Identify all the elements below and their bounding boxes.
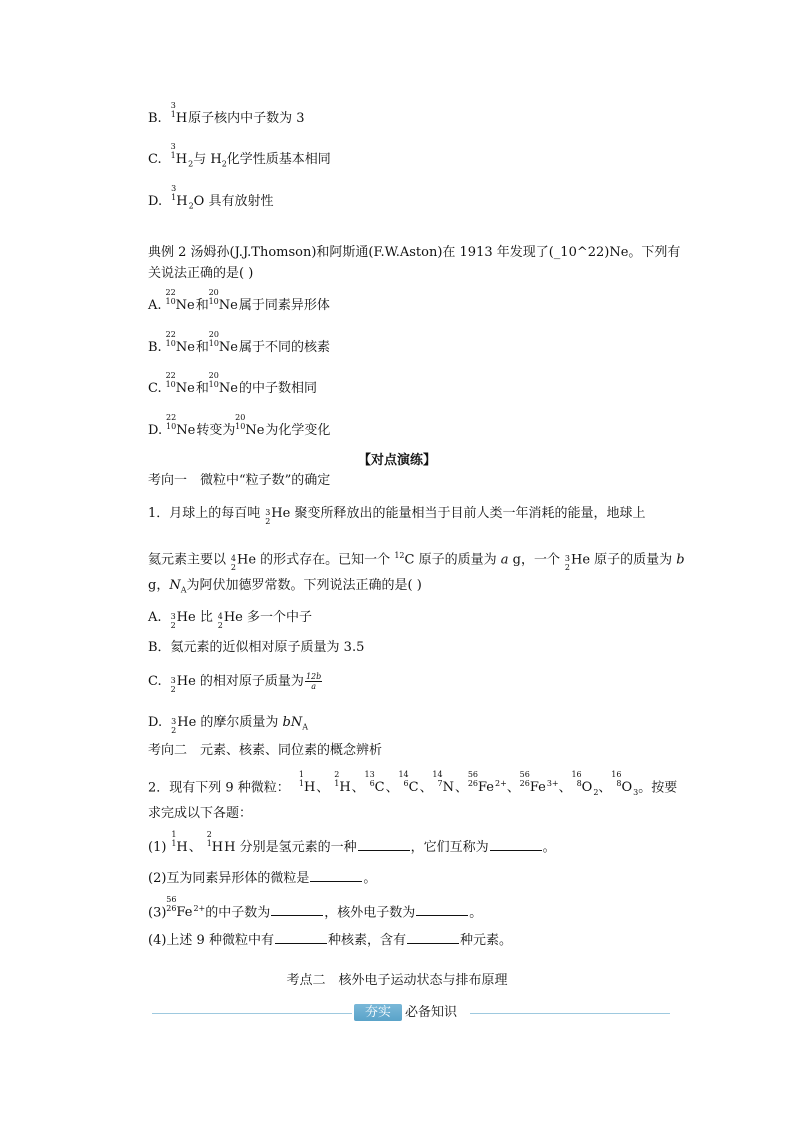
- question-1-option-c: C. 3 2 He 的相对原子质量为 $\frac{12b}{a}$: [148, 672, 322, 694]
- option-label: B.: [148, 111, 162, 126]
- direction-2: 考向二 元素、核素、同位素的概念辨析: [148, 743, 383, 758]
- answer-blank[interactable]: [271, 903, 323, 916]
- banner-rule-left: [152, 1013, 352, 1014]
- banner-text: 必备知识: [405, 1005, 458, 1020]
- isotope-ne22: 22 10 Ne: [165, 330, 195, 355]
- question-1-option-a: A. 3 2 He 比 4 2 He 多一个中子: [148, 610, 313, 630]
- isotope-ne20: 20 10 Ne: [235, 413, 265, 438]
- option-text: 化学性质基本相同: [226, 152, 331, 167]
- option-c: C. 3 1 $H_2$与 $H_2$化学性质基本相同: [148, 142, 331, 169]
- example-2-option-a: A. 22 10 Ne和 20 10 Ne属于同素异形体: [148, 288, 330, 313]
- option-text: O 具有放射性: [193, 194, 274, 209]
- answer-blank[interactable]: [310, 869, 362, 882]
- fraction-12b-over-a: $\frac{12b}{a}$: [305, 672, 322, 691]
- answer-blank[interactable]: [416, 903, 468, 916]
- isotope-ne20: 20 10 Ne: [208, 371, 238, 396]
- isotope-ne22: 22 10 Ne: [166, 413, 196, 438]
- banner-rule-right: [470, 1013, 670, 1014]
- option-text: 原子核内中子数为 3: [188, 111, 305, 126]
- question-2-line2: 求完成以下各题：: [148, 806, 253, 821]
- example-2-option-b: B. 22 10 Ne和 20 10 Ne属于不同的核素: [148, 330, 331, 355]
- answer-blank[interactable]: [275, 931, 327, 944]
- answer-blank[interactable]: [407, 931, 459, 944]
- option-label: D.: [148, 194, 163, 209]
- answer-blank[interactable]: [490, 838, 542, 851]
- section-heading: 考点二 核外电子运动状态与排布原理: [286, 973, 508, 988]
- direction-1: 考向一 微粒中“粒子数”的确定: [148, 473, 331, 488]
- isotope-h3: 3 1 H: [170, 142, 188, 167]
- isotope-ne22: 22 10 Ne: [165, 288, 195, 313]
- question-2-part3: (3) 56 26 $Fe^{2+}$的中子数为 ，核外电子数为 。: [148, 895, 483, 921]
- option-b: [148, 101, 305, 128]
- example-2-line2: 关说法正确的是( ): [148, 266, 254, 281]
- isotope-ne20: 20 10 Ne: [208, 330, 238, 355]
- isotope-h3: 3 1 H: [170, 101, 188, 126]
- question-1-line2: 氦元素主要以 4 2 He 的形式存在。已知一个 $^{12}$C 原子的质量为 a g，一个 3 2 He 原子的质量为 b: [148, 551, 685, 573]
- question-1-option-b: B．氦元素的近似相对原子质量为 3.5: [148, 640, 365, 655]
- practice-title: 【对点演练】: [357, 453, 436, 468]
- isotope-h3: 3 1 H: [171, 184, 188, 209]
- answer-blank[interactable]: [358, 838, 410, 851]
- question-2-part2: (2)互为同素异形体的微粒是 。: [148, 871, 377, 886]
- isotope-ne22: 22 10 Ne: [165, 371, 195, 396]
- question-2-part4: (4)上述 9 种微粒中有 种核素，含有 种元素。: [148, 933, 512, 948]
- option-d: D. 3 1 $H_2O$ 具有放射性: [148, 184, 274, 211]
- question-2-line1: 2．现有下列 9 种微粒： 1 1 H、 2 1 H、 13 6 C、 14 6 C、 14 7 N、 56 26 $Fe^{2+}$、 56 26 $Fe^{3+}$、 16 8 $O_2$、 16 8 $O_3$。按要: [148, 770, 678, 797]
- example-2-option-d: D. 22 10 Ne转变为 20 10 Ne为化学变化: [148, 413, 331, 438]
- question-1-line3: g，$N_A$为阿伏加德罗常数。下列说法正确的是( ): [148, 578, 422, 595]
- question-1-option-d: D. 3 2 He 的摩尔质量为 $bN_A$: [148, 715, 309, 735]
- isotope-ne20: 20 10 Ne: [208, 288, 238, 313]
- question-1-line1: 1．月球上的每百吨 3 2 He 聚变所释放出的能量相当于目前人类一年消耗的能量，地球上: [148, 506, 646, 526]
- example-2-line1: 典例 2 汤姆孙(J.J.Thomson)和阿斯通(F.W.Aston)在 1913 年发现了(_10^22)Ne。下列有: [148, 245, 681, 260]
- option-label: C.: [148, 152, 162, 167]
- banner-badge: 夯实: [354, 1004, 402, 1021]
- question-2-part1: (1) 1 1 H、 2 1 HH 分别是氢元素的一种 ，它们互称为 。: [148, 830, 556, 855]
- example-2-option-c: C. 22 10 Ne和 20 10 Ne的中子数相同: [148, 371, 317, 396]
